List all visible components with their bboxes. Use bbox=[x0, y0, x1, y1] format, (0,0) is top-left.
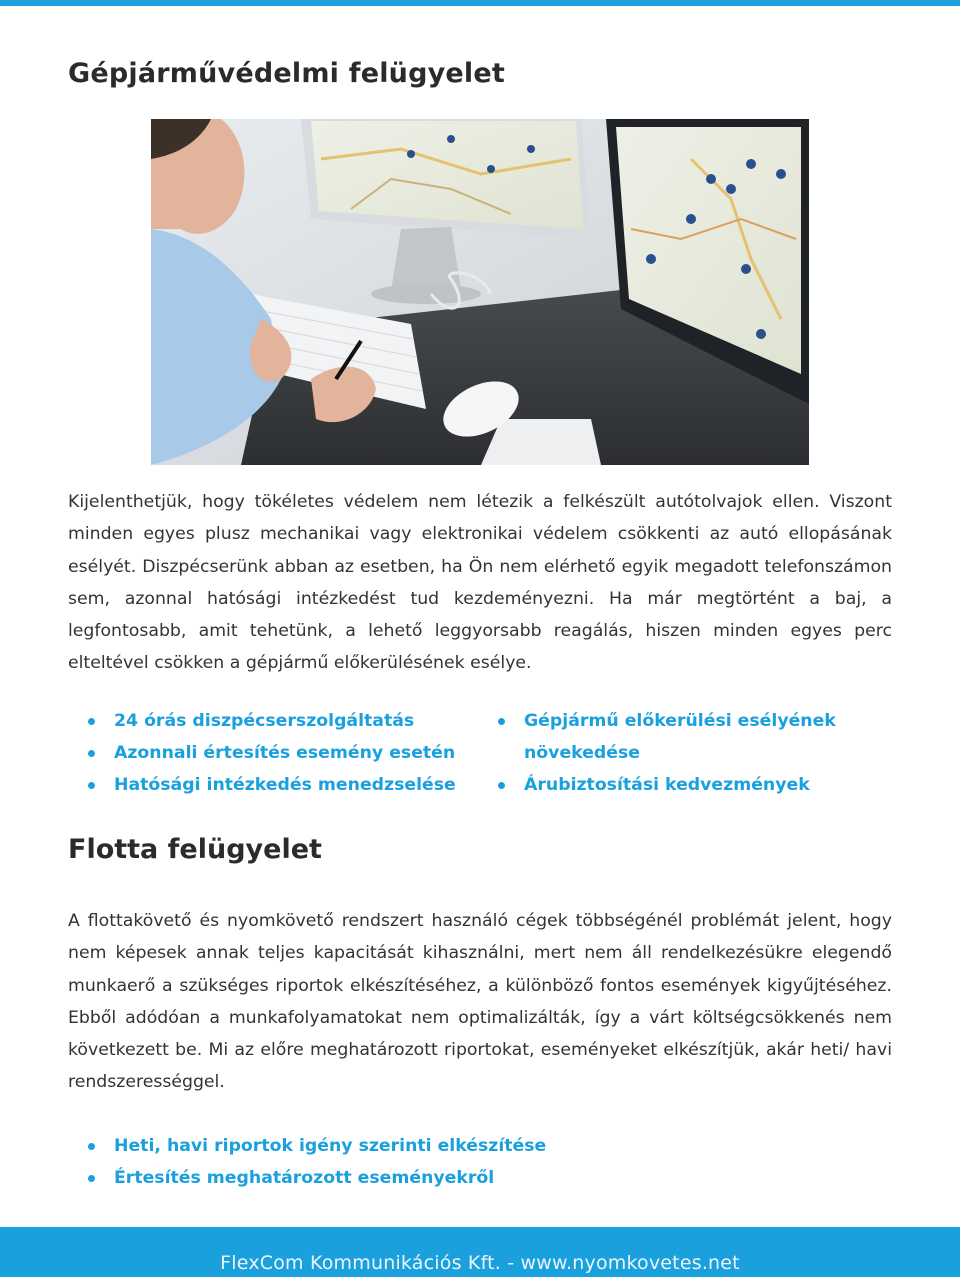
feature-list-right bbox=[498, 705, 858, 801]
feature-item: 24 órás diszpécserszolgáltatás bbox=[88, 705, 478, 737]
fleet-feature-item: Heti, havi riportok igény szerinti elkészítése bbox=[88, 1130, 688, 1162]
fleet-feature-list bbox=[88, 1130, 688, 1194]
top-accent-bar bbox=[0, 0, 960, 6]
fleet-paragraph: A flottakövető és nyomkövető rendszert használó cégek többségénél problémát jelent, hogy nem képesek annak teljes kapacitását kihasználni, mert nem áll rendelkezésükre elegendő munkaerő a szükséges riportok elkészítéséhez, a különböző fontos események kigyűjtéséhez. Ebből adódóan a munkafolyamatokat nem optimalizálták, így a várt költségcsökkenés nem következett be. Mi az előre meghatározott riportokat, eseményeket elkészítjük, akár heti/ havi rendszerességgel. bbox=[68, 911, 892, 1093]
hero-image bbox=[151, 119, 809, 465]
page-title: Gépjárművédelmi felügyelet bbox=[68, 58, 505, 89]
feature-list-left bbox=[88, 705, 478, 801]
feature-item: Hatósági intézkedés menedzselése bbox=[88, 769, 478, 801]
footer-text: FlexCom Kommunikációs Kft. - www.nyomkovetes.net bbox=[220, 1252, 740, 1274]
fleet-section-title: Flotta felügyelet bbox=[68, 834, 322, 865]
feature-item: Azonnali értesítés esemény esetén bbox=[88, 737, 478, 769]
feature-item: Árubiztosítási kedvezmények bbox=[498, 769, 858, 801]
intro-paragraph: Kijelenthetjük, hogy tökéletes védelem nem létezik a felkészült autótolvajok ellen. Viszont minden egyes plusz mechanikai vagy elektronikai védelem csökkenti az autó ellopásának esélyét. Diszpécserünk abban az esetben, ha Ön nem elérhető egyik megadott telefonszámon sem, azonnal hatósági intézkedést tud kezdeményezni. Ha már megtörtént a baj, a legfontosabb, amit tehetünk, a lehető leggyorsabb reagálás, hiszen minden egyes perc elteltével csökken a gépjármű előkerülésének esélye. bbox=[68, 492, 892, 674]
fleet-feature-item: Értesítés meghatározott eseményekről bbox=[88, 1162, 688, 1194]
feature-item: Gépjármű előkerülési esélyének növekedése bbox=[498, 705, 858, 769]
